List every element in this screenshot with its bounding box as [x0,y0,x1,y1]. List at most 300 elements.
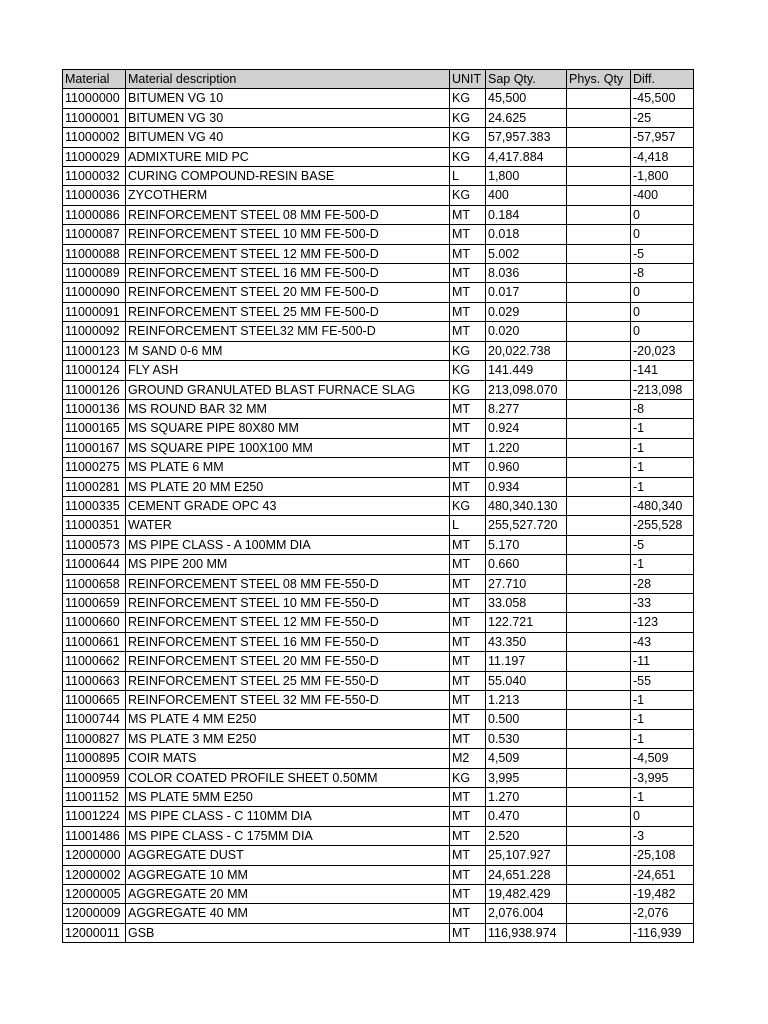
material-description-cell: REINFORCEMENT STEEL 08 MM FE-500-D [126,205,450,224]
material-cell: 11000001 [63,108,126,127]
unit-cell: MT [450,807,486,826]
sap-qty-cell: 24.625 [486,108,567,127]
phys-qty-cell [567,710,631,729]
sap-qty-cell: 1.220 [486,438,567,457]
material-cell: 11000659 [63,593,126,612]
material-cell: 11001224 [63,807,126,826]
unit-cell: MT [450,788,486,807]
material-description-cell: COLOR COATED PROFILE SHEET 0.50MM [126,768,450,787]
phys-qty-cell [567,885,631,904]
sap-qty-cell: 0.960 [486,458,567,477]
diff-cell: -116,939 [631,923,694,942]
diff-cell: -19,482 [631,885,694,904]
material-description-cell: AGGREGATE 20 MM [126,885,450,904]
unit-cell: KG [450,128,486,147]
diff-cell: -43 [631,632,694,651]
diff-cell: -1 [631,691,694,710]
material-cell: 11000744 [63,710,126,729]
table-row [63,516,694,535]
unit-cell: MT [450,244,486,263]
table-row [63,438,694,457]
material-description-cell: REINFORCEMENT STEEL 20 MM FE-500-D [126,283,450,302]
unit-cell: MT [450,438,486,457]
material-cell: 11000827 [63,729,126,748]
unit-cell: KG [450,341,486,360]
table-row [63,399,694,418]
sap-qty-cell: 0.924 [486,419,567,438]
table-row [63,652,694,671]
sap-qty-cell: 2,076.004 [486,904,567,923]
sap-qty-cell: 1.213 [486,691,567,710]
unit-cell: KG [450,147,486,166]
phys-qty-cell [567,438,631,457]
phys-qty-cell [567,535,631,554]
table-row [63,496,694,515]
material-cell: 11000658 [63,574,126,593]
diff-cell: -213,098 [631,380,694,399]
material-cell: 11000087 [63,225,126,244]
table-row [63,225,694,244]
material-description-cell: MS PLATE 3 MM E250 [126,729,450,748]
diff-cell: -1 [631,477,694,496]
material-cell: 11000335 [63,496,126,515]
diff-cell: -45,500 [631,89,694,108]
material-description-cell: MS PIPE 200 MM [126,555,450,574]
table-row [63,768,694,787]
material-description-cell: REINFORCEMENT STEEL 25 MM FE-500-D [126,302,450,321]
table-body [63,89,694,943]
material-description-cell: MS PLATE 6 MM [126,458,450,477]
diff-cell: -11 [631,652,694,671]
diff-cell: -24,651 [631,865,694,884]
diff-cell: -4,509 [631,749,694,768]
sap-qty-cell: 25,107.927 [486,846,567,865]
unit-cell: L [450,516,486,535]
material-description-cell: REINFORCEMENT STEEL 32 MM FE-550-D [126,691,450,710]
material-cell: 11000029 [63,147,126,166]
unit-cell: MT [450,399,486,418]
material-cell: 12000009 [63,904,126,923]
sap-qty-cell: 1,800 [486,167,567,186]
material-cell: 11000126 [63,380,126,399]
phys-qty-cell [567,574,631,593]
unit-cell: MT [450,710,486,729]
phys-qty-cell [567,380,631,399]
unit-cell: MT [450,419,486,438]
phys-qty-cell [567,399,631,418]
diff-cell: -3,995 [631,768,694,787]
unit-cell: MT [450,826,486,845]
material-description-cell: MS PIPE CLASS - A 100MM DIA [126,535,450,554]
unit-cell: KG [450,361,486,380]
table-row [63,380,694,399]
material-description-cell: BITUMEN VG 30 [126,108,450,127]
table-row [63,322,694,341]
material-description-cell: GSB [126,923,450,942]
material-description-cell: MS SQUARE PIPE 80X80 MM [126,419,450,438]
sap-qty-cell: 0.029 [486,302,567,321]
table-row [63,574,694,593]
material-cell: 11001486 [63,826,126,845]
table-row [63,923,694,942]
sap-qty-cell: 8.036 [486,264,567,283]
phys-qty-cell [567,458,631,477]
table-row [63,788,694,807]
diff-cell: -25,108 [631,846,694,865]
material-description-cell: REINFORCEMENT STEEL 25 MM FE-550-D [126,671,450,690]
table-header [63,70,694,89]
sap-qty-cell: 43.350 [486,632,567,651]
unit-cell: MT [450,729,486,748]
sap-qty-cell: 0.184 [486,205,567,224]
table-row [63,807,694,826]
sap-qty-cell: 4,509 [486,749,567,768]
phys-qty-cell [567,496,631,515]
sap-qty-cell: 0.500 [486,710,567,729]
table-row [63,147,694,166]
material-cell: 11000660 [63,613,126,632]
material-description-cell: MS PIPE CLASS - C 175MM DIA [126,826,450,845]
material-cell: 11000000 [63,89,126,108]
phys-qty-cell [567,341,631,360]
material-cell: 11001152 [63,788,126,807]
material-description-cell: GROUND GRANULATED BLAST FURNACE SLAG [126,380,450,399]
phys-qty-cell [567,108,631,127]
diff-cell: -4,418 [631,147,694,166]
material-cell: 11000661 [63,632,126,651]
header-sap-qty: Sap Qty. [486,70,567,89]
phys-qty-cell [567,167,631,186]
diff-cell: -2,076 [631,904,694,923]
unit-cell: MT [450,593,486,612]
material-cell: 12000000 [63,846,126,865]
unit-cell: MT [450,904,486,923]
sap-qty-cell: 0.470 [486,807,567,826]
material-description-cell: M SAND 0-6 MM [126,341,450,360]
phys-qty-cell [567,652,631,671]
phys-qty-cell [567,865,631,884]
inventory-table [62,69,694,943]
material-description-cell: MS PLATE 5MM E250 [126,788,450,807]
header-row [63,70,694,89]
material-description-cell: ZYCOTHERM [126,186,450,205]
phys-qty-cell [567,749,631,768]
diff-cell: -1 [631,729,694,748]
material-cell: 11000167 [63,438,126,457]
phys-qty-cell [567,283,631,302]
header-material-description: Material description [126,70,450,89]
table-row [63,477,694,496]
sap-qty-cell: 5.170 [486,535,567,554]
phys-qty-cell [567,244,631,263]
table-row [63,729,694,748]
material-description-cell: REINFORCEMENT STEEL 12 MM FE-550-D [126,613,450,632]
diff-cell: -1 [631,438,694,457]
diff-cell: -3 [631,826,694,845]
material-cell: 11000136 [63,399,126,418]
sap-qty-cell: 1.270 [486,788,567,807]
unit-cell: MT [450,671,486,690]
unit-cell: L [450,167,486,186]
phys-qty-cell [567,807,631,826]
sap-qty-cell: 0.020 [486,322,567,341]
diff-cell: -1 [631,419,694,438]
material-cell: 11000275 [63,458,126,477]
material-cell: 11000124 [63,361,126,380]
sap-qty-cell: 0.530 [486,729,567,748]
phys-qty-cell [567,729,631,748]
table-row [63,691,694,710]
sap-qty-cell: 4,417.884 [486,147,567,166]
sap-qty-cell: 0.017 [486,283,567,302]
table-row [63,283,694,302]
material-description-cell: AGGREGATE DUST [126,846,450,865]
material-cell: 11000663 [63,671,126,690]
unit-cell: MT [450,846,486,865]
material-cell: 11000662 [63,652,126,671]
diff-cell: 0 [631,205,694,224]
diff-cell: -55 [631,671,694,690]
phys-qty-cell [567,322,631,341]
sap-qty-cell: 5.002 [486,244,567,263]
material-cell: 11000281 [63,477,126,496]
unit-cell: MT [450,885,486,904]
material-description-cell: REINFORCEMENT STEEL 20 MM FE-550-D [126,652,450,671]
material-description-cell: AGGREGATE 10 MM [126,865,450,884]
material-cell: 11000089 [63,264,126,283]
material-cell: 11000086 [63,205,126,224]
material-description-cell: AGGREGATE 40 MM [126,904,450,923]
phys-qty-cell [567,147,631,166]
unit-cell: KG [450,186,486,205]
phys-qty-cell [567,555,631,574]
material-description-cell: MS SQUARE PIPE 100X100 MM [126,438,450,457]
table-row [63,205,694,224]
material-cell: 11000351 [63,516,126,535]
phys-qty-cell [567,691,631,710]
material-cell: 12000005 [63,885,126,904]
table-row [63,302,694,321]
sap-qty-cell: 55.040 [486,671,567,690]
phys-qty-cell [567,613,631,632]
unit-cell: MT [450,225,486,244]
material-description-cell: REINFORCEMENT STEEL 16 MM FE-500-D [126,264,450,283]
sap-qty-cell: 0.934 [486,477,567,496]
sap-qty-cell: 27.710 [486,574,567,593]
phys-qty-cell [567,593,631,612]
material-description-cell: MS PLATE 4 MM E250 [126,710,450,729]
sap-qty-cell: 19,482.429 [486,885,567,904]
table-row [63,671,694,690]
unit-cell: M2 [450,749,486,768]
phys-qty-cell [567,419,631,438]
phys-qty-cell [567,788,631,807]
unit-cell: MT [450,535,486,554]
table-row [63,108,694,127]
unit-cell: MT [450,613,486,632]
sap-qty-cell: 400 [486,186,567,205]
material-cell: 11000665 [63,691,126,710]
sap-qty-cell: 3,995 [486,768,567,787]
diff-cell: -33 [631,593,694,612]
material-description-cell: CURING COMPOUND-RESIN BASE [126,167,450,186]
diff-cell: -28 [631,574,694,593]
table-row [63,361,694,380]
unit-cell: MT [450,477,486,496]
phys-qty-cell [567,923,631,942]
table-row [63,865,694,884]
sap-qty-cell: 116,938.974 [486,923,567,942]
table-row [63,89,694,108]
unit-cell: MT [450,865,486,884]
sap-qty-cell: 24,651.228 [486,865,567,884]
table-row [63,167,694,186]
phys-qty-cell [567,826,631,845]
material-description-cell: FLY ASH [126,361,450,380]
table-row [63,186,694,205]
material-cell: 11000088 [63,244,126,263]
phys-qty-cell [567,302,631,321]
unit-cell: KG [450,380,486,399]
diff-cell: -8 [631,264,694,283]
diff-cell: -1 [631,555,694,574]
phys-qty-cell [567,671,631,690]
table-row [63,244,694,263]
unit-cell: MT [450,691,486,710]
material-description-cell: REINFORCEMENT STEEL 10 MM FE-550-D [126,593,450,612]
table-row [63,535,694,554]
diff-cell: -1 [631,458,694,477]
diff-cell: -1 [631,710,694,729]
material-cell: 11000092 [63,322,126,341]
sap-qty-cell: 2.520 [486,826,567,845]
table-row [63,826,694,845]
phys-qty-cell [567,225,631,244]
material-cell: 11000165 [63,419,126,438]
material-description-cell: BITUMEN VG 40 [126,128,450,147]
phys-qty-cell [567,205,631,224]
diff-cell: 0 [631,283,694,302]
diff-cell: -480,340 [631,496,694,515]
diff-cell: -20,023 [631,341,694,360]
sap-qty-cell: 122.721 [486,613,567,632]
table-row [63,341,694,360]
sap-qty-cell: 141.449 [486,361,567,380]
material-description-cell: WATER [126,516,450,535]
table-row [63,846,694,865]
sap-qty-cell: 0.660 [486,555,567,574]
table-row [63,885,694,904]
diff-cell: -57,957 [631,128,694,147]
diff-cell: 0 [631,302,694,321]
unit-cell: MT [450,923,486,942]
material-description-cell: ADMIXTURE MID PC [126,147,450,166]
table-row [63,419,694,438]
material-description-cell: MS PIPE CLASS - C 110MM DIA [126,807,450,826]
table-row [63,710,694,729]
unit-cell: KG [450,108,486,127]
material-description-cell: COIR MATS [126,749,450,768]
material-description-cell: CEMENT GRADE OPC 43 [126,496,450,515]
phys-qty-cell [567,264,631,283]
phys-qty-cell [567,361,631,380]
material-cell: 11000091 [63,302,126,321]
diff-cell: -5 [631,244,694,263]
unit-cell: MT [450,555,486,574]
table-row [63,458,694,477]
material-cell: 11000090 [63,283,126,302]
table-row [63,904,694,923]
material-cell: 12000011 [63,923,126,942]
diff-cell: -123 [631,613,694,632]
phys-qty-cell [567,516,631,535]
unit-cell: KG [450,496,486,515]
sap-qty-cell: 33.058 [486,593,567,612]
phys-qty-cell [567,89,631,108]
material-description-cell: REINFORCEMENT STEEL 08 MM FE-550-D [126,574,450,593]
material-description-cell: BITUMEN VG 10 [126,89,450,108]
diff-cell: -255,528 [631,516,694,535]
phys-qty-cell [567,846,631,865]
unit-cell: MT [450,283,486,302]
sap-qty-cell: 11.197 [486,652,567,671]
table-row [63,593,694,612]
material-cell: 11000032 [63,167,126,186]
unit-cell: MT [450,302,486,321]
sap-qty-cell: 255,527.720 [486,516,567,535]
unit-cell: MT [450,458,486,477]
diff-cell: -141 [631,361,694,380]
table-row [63,749,694,768]
diff-cell: -25 [631,108,694,127]
phys-qty-cell [567,128,631,147]
material-description-cell: REINFORCEMENT STEEL 10 MM FE-500-D [126,225,450,244]
header-unit: UNIT [450,70,486,89]
material-cell: 11000573 [63,535,126,554]
table-row [63,632,694,651]
diff-cell: 0 [631,225,694,244]
diff-cell: -8 [631,399,694,418]
diff-cell: 0 [631,322,694,341]
material-cell: 11000644 [63,555,126,574]
sap-qty-cell: 0.018 [486,225,567,244]
material-cell: 11000002 [63,128,126,147]
phys-qty-cell [567,904,631,923]
sap-qty-cell: 57,957.383 [486,128,567,147]
unit-cell: KG [450,89,486,108]
sap-qty-cell: 8.277 [486,399,567,418]
phys-qty-cell [567,477,631,496]
diff-cell: -5 [631,535,694,554]
material-description-cell: MS PLATE 20 MM E250 [126,477,450,496]
diff-cell: -1 [631,788,694,807]
material-cell: 12000002 [63,865,126,884]
sap-qty-cell: 45,500 [486,89,567,108]
sap-qty-cell: 213,098.070 [486,380,567,399]
header-diff: Diff. [631,70,694,89]
phys-qty-cell [567,186,631,205]
material-description-cell: MS ROUND BAR 32 MM [126,399,450,418]
table-row [63,264,694,283]
unit-cell: KG [450,768,486,787]
table-row [63,128,694,147]
diff-cell: -1,800 [631,167,694,186]
material-description-cell: REINFORCEMENT STEEL 12 MM FE-500-D [126,244,450,263]
unit-cell: MT [450,264,486,283]
material-cell: 11000959 [63,768,126,787]
unit-cell: MT [450,322,486,341]
material-description-cell: REINFORCEMENT STEEL 16 MM FE-550-D [126,632,450,651]
